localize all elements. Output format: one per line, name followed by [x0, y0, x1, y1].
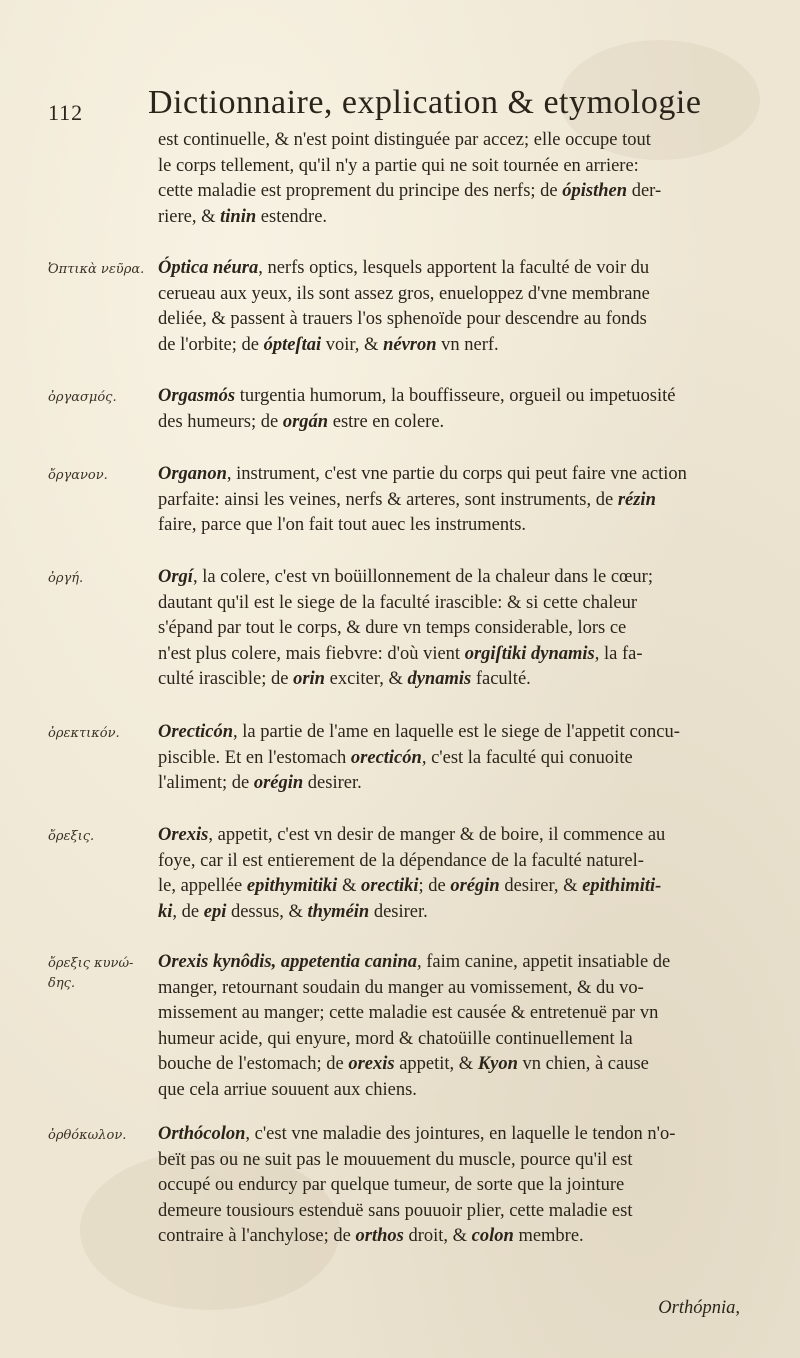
greek-headword: ὄρεξις. [48, 829, 95, 844]
entry-line: l'aliment; de orégin desirer. [158, 773, 362, 793]
entry-line: Óptica néura, nerfs optics, lesquels apportent la faculté de voir du [158, 258, 650, 278]
entry-line: demeure tousiours estenduë sans pouuoir plier, cette maladie est [158, 1200, 633, 1221]
entry-text [158, 384, 740, 435]
entry-line: Orthócolon, c'est vne maladie des jointures, en laquelle le tendon n'o- [158, 1124, 676, 1144]
entry-line: de l'orbite; de ópteſtai voir, & névron vn nerf. [158, 334, 499, 355]
page-number: 112 [48, 100, 84, 125]
entry-line: contraire à l'anchylose; de orthos droit, & colon membre. [158, 1226, 584, 1246]
entry-line: foye, car il est entierement de la dépendance de la faculté naturel- [158, 850, 644, 871]
entry-line: humeur acide, qui enyure, mord & chatoüille continuellement la [158, 1028, 633, 1049]
greek-headword: ὀργή. [48, 571, 84, 586]
greek-headword: Ὀπτικὰ νεῦρα. [48, 262, 145, 277]
entry-line: Orgí, la colere, c'est vn boüillonnement de la chaleur dans le cœur; [158, 567, 653, 587]
entry-line: cette maladie est proprement du principe des nerfs; de ópisthen der- [158, 181, 662, 201]
entry-text [158, 720, 740, 797]
entry-line: occupé ou endurcy par quelque tumeur, de sorte que la jointure [158, 1175, 625, 1195]
entry-line: des humeurs; de orgán estre en colere. [158, 411, 445, 432]
entry-text [158, 256, 740, 358]
entry-line: dautant qu'il est le siege de la faculté irascible: & si cette chaleur [158, 592, 637, 613]
entry-line: Orecticón, la partie de l'ame en laquelle est le siege de l'appetit concu- [158, 722, 680, 742]
entry-text [158, 462, 740, 539]
entry-line: n'est plus colere, mais fiebvre: d'où vient orgiſtiki dynamis, la fa- [158, 643, 643, 664]
greek-headword: ὄρεξις κυνώ-δης. [48, 956, 134, 991]
running-head: Dictionnaire, explication & etymologie [148, 84, 702, 121]
entry-text [158, 950, 740, 1103]
entry-line: Orgasmós turgentia humorum, la bouffisseure, orgueil ou impetuosité [158, 386, 676, 406]
catchword: Orthópnia, [658, 1298, 740, 1318]
entry-line: est continuelle, & n'est point distinguée par accez; elle occupe tout [158, 130, 651, 150]
entry-line: cerueau aux yeux, ils sont assez gros, enueloppez d'vne membrane [158, 283, 650, 304]
entry-text [158, 128, 740, 230]
entry-line: faire, parce que l'on fait tout auec les instruments. [158, 515, 527, 535]
entry-line: s'épand par tout le corps, & dure vn temps considerable, lors ce [158, 618, 627, 638]
greek-headword: ὀρθόκωλον. [48, 1128, 127, 1143]
entry-line: Orexis kynôdis, appetentia canina, faim canine, appetit insatiable de [158, 952, 671, 972]
entry-line: bouche de l'estomach; de orexis appetit, & Kyon vn chien, à cause [158, 1054, 649, 1074]
entry-text [158, 565, 740, 693]
entry-line: le corps tellement, qu'il n'y a partie qui ne soit tournée en arriere: [158, 155, 639, 176]
greek-headword: ὀργασμός. [48, 390, 117, 405]
greek-headword: ὄργανον. [48, 468, 108, 483]
entry-line: que cela arriue souuent aux chiens. [158, 1079, 417, 1100]
entry-line: piscible. Et en l'estomach orecticón, c'est la faculté qui conuoite [158, 747, 633, 768]
entry-line: deliée, & passent à trauers l'os sphenoïde pour descendre au fonds [158, 309, 647, 329]
entry-text [158, 823, 740, 925]
entry-text [158, 1122, 740, 1250]
entry-line: riere, & tinin estendre. [158, 206, 328, 227]
entry-line: le, appellée epithymitiki & orectiki; de orégin desirer, & epithimiti- [158, 876, 662, 896]
greek-headword: ὀρεκτικόν. [48, 726, 120, 741]
entry-line: Orexis, appetit, c'est vn desir de manger & de boire, il commence au [158, 825, 666, 845]
entry-line: Organon, instrument, c'est vne partie du corps qui peut faire vne action [158, 464, 687, 484]
entry-line: missement au manger; cette maladie est causée & entretenuë par vn [158, 1003, 659, 1023]
entry-line: beït pas ou ne suit pas le mouuement du muscle, pource qu'il est [158, 1149, 633, 1170]
entry-line: manger, retournant soudain du manger au vomissement, & du vo- [158, 977, 644, 998]
entry-line: parfaite: ainsi les veines, nerfs & arteres, sont instruments, de rézin [158, 489, 656, 510]
entry-line: ki, de epi dessus, & thyméin desirer. [158, 901, 428, 922]
entry-line: culté irascible; de orin exciter, & dynamis faculté. [158, 669, 531, 689]
